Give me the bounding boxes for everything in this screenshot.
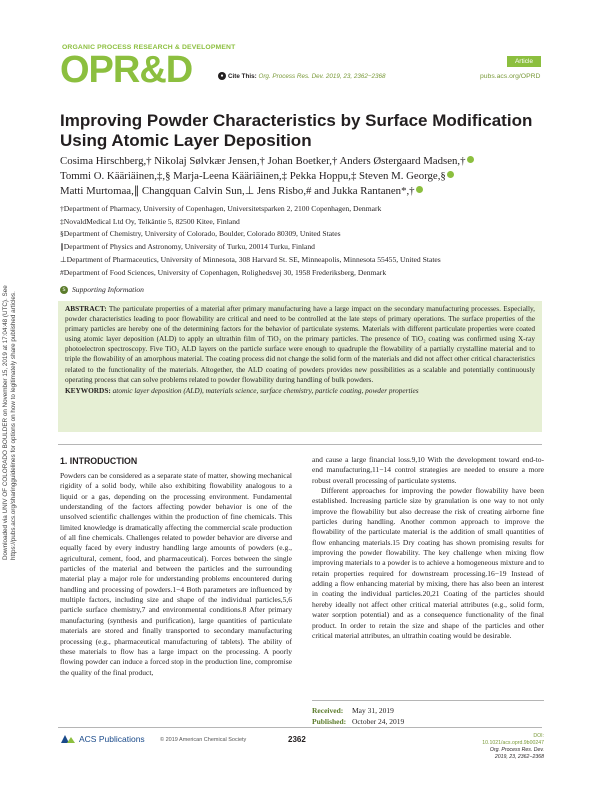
footer-citation: Org. Process Res. Dev. 2019, 23, 2362−2368 xyxy=(489,747,544,760)
keywords-text: atomic layer deposition (ALD), materials science, surface chemistry, particle coating, powder properties xyxy=(112,385,419,395)
page-number: 2362 xyxy=(288,735,306,744)
author-line-3: Matti Murtomaa,∥ Changquan Calvin Sun,⊥ Jens Risbo,# and Jukka Rantanen*,† xyxy=(60,184,550,199)
journal-logo[interactable]: OPR&D xyxy=(60,49,193,91)
author-line-2: Tommi O. Kääriäinen,‡,§ Marja-Leena Kääriäinen,‡ Pekka Hoppu,‡ Steven M. George,§ xyxy=(60,169,550,184)
orcid-icon[interactable] xyxy=(416,186,423,193)
cite-icon[interactable]: ● xyxy=(218,72,226,80)
keywords xyxy=(65,386,535,396)
copyright: © 2019 American Chemical Society xyxy=(160,737,247,743)
author-list xyxy=(60,154,550,200)
divider xyxy=(312,700,544,701)
publisher-name: ACS Publications xyxy=(79,734,145,744)
paragraph: Different approaches for improving the powder flowability have been established. Increasing particle size by granulation is one way to not only improve the flowability but also decrease the risk of creating airborne fine particles during handling. Another common approach to improve the flowability of the particulate material is the addition of small quantities of flow enhancing materials.15 Dry coating has shown promising results for improving the powder flowability. The key challenge when mixing flow improving materials to a powder is to achieve a homogeneous mixture and to retain properties required for downstream processing.16−19 Instead of adding a flow enhancing material by mixing, there has also been an interest in coating the individual particles.20,21 Coating of the particles should hereby ideally not affect other critical material attributes (e.g., solid form, water sorption potential) and as a consequence functionality of the final product. In order to retain the size and shape of the particles and other critical material attributes, an ultrathin coating would be desirable. xyxy=(312,486,544,640)
affiliation: ‡NovaldMedical Ltd Oy, Telkäntie 5, 82500 Kitee, Finland xyxy=(60,216,240,226)
abstract-box xyxy=(58,301,542,432)
supporting-info-label: Supporting Information xyxy=(72,285,144,294)
orcid-icon[interactable] xyxy=(467,156,474,163)
published-date: October 24, 2019 xyxy=(352,717,405,726)
paragraph: and cause a large financial loss.9,10 With the development toward end-to-end manufacturing,11−14 control strategies are needed to ensure a more robust overall processing of particulate systems. xyxy=(312,455,544,485)
affiliation: §Department of Chemistry, University of Colorado, Boulder, Colorado 80309, United States xyxy=(60,229,341,239)
body-column-right xyxy=(312,455,544,641)
doi-link[interactable]: DOI: 10.1021/acs.oprd.9b00247 xyxy=(482,733,544,746)
section-heading-introduction: 1. INTRODUCTION xyxy=(60,456,138,466)
acs-logo-icon xyxy=(60,734,76,744)
affiliation: ⊥Department of Pharmaceutics, University of Minnesota, 308 Harvard St. SE, Minneapolis, Minnesota 55455, United States xyxy=(60,254,441,264)
cite-this[interactable] xyxy=(228,73,386,80)
affiliation: ∥Department of Physics and Astronomy, University of Turku, 20014 Turku, Finland xyxy=(60,242,315,252)
affiliations xyxy=(60,203,550,279)
acs-publications-logo[interactable] xyxy=(60,734,145,744)
doi-block xyxy=(480,733,544,761)
received-date: May 31, 2019 xyxy=(352,706,394,715)
article-dates xyxy=(312,705,404,727)
journal-name: ORGANIC PROCESS RESEARCH & DEVELOPMENT xyxy=(62,44,236,51)
published-label: Published: xyxy=(312,717,347,726)
article-title: Improving Powder Characteristics by Surface Modification Using Atomic Layer Deposition xyxy=(60,111,533,150)
supporting-info-link[interactable] xyxy=(60,285,144,294)
body-column-left xyxy=(60,471,292,678)
cite-value[interactable]: Org. Process Res. Dev. 2019, 23, 2362−2368 xyxy=(258,73,386,80)
journal-url-link[interactable]: pubs.acs.org/OPRD xyxy=(480,73,541,80)
article-type-badge: Article xyxy=(507,56,541,67)
supporting-info-icon: s xyxy=(60,286,68,294)
cite-label: Cite This: xyxy=(228,73,257,80)
paragraph: Powders can be considered as a separate state of matter, showing mechanical rigidity of a solid body, while also exhibiting flowability analogous to a liquid or a gas, depending on the processing environment. Fundamental understanding of the factors affecting powder behavior is one of the unsolved scientific challenges within the production of fine chemicals. This limited knowledge is dramatically affecting the commercial scale production of all fine chemicals. Challenges related to powder behavior are diverse and equally faced by every industry handling large amounts of powders (e.g., agricultural, cement, food, and pharmaceutical). Forces between the single particles of the material and between the particles and the surrounding material play a major role for understanding problems encountered during handling and processing of powders.1−4 Both parameters are influenced by multiple factors, including size and shape of the individual particles,5,6 particle surface chemistry,7 and environmental conditions.8 After primary manufacturing (synthesis and purification), large quantities of particulate materials are stored and finally transported to secondary manufacturing processing (e.g., pharmaceutical manufacturing of tablets). The ability of these materials to flow has a large impact on the processing. A poorly flowing powder can induce a forced stop in the production line, compromise the quality of the final product, xyxy=(60,471,292,677)
keywords-label: KEYWORDS: xyxy=(65,385,111,395)
affiliation: #Department of Food Sciences, University of Copenhagen, Rolighedsvej 30, 1958 Frederiksberg, Denmark xyxy=(60,267,387,277)
divider xyxy=(58,727,542,728)
affiliation: †Department of Pharmacy, University of Copenhagen, Universitetsparken 2, 2100 Copenhagen, Denmark xyxy=(60,204,382,213)
abstract-text: ABSTRACT: The particulate properties of a material after primary manufacturing have a large impact on the secondary manufacturing processes. Especially, powder characteristics leading to poor flowability are critical and need to be controlled at the late steps of primary operations. The surface properties of the primary particles are hereby one of the determining factors for the behavior of particulate systems. Materials with different particulate properties were coated using atomic layer deposition (ALD) to apply an ultrathin film of TiO₂ on the primary particles. The presence of TiO₂ coating was confirmed using X-ray photoelectron spectroscopy. Five TiO₂ ALD layers on the particle surface were enough to quadruple the flowability of a partially crystalline material and to triple the flowability of an amorphous material. The coating process did not change the solid form of the materials and did not affect other critical characteristics related to the functionality of the materials. Altogether, the ALD coating of powders provides new possibilities as a scalable and potentially continuously operating process that can solve problems related to powder flowability during handling of bulk powders. xyxy=(65,304,535,384)
received-label: Received: xyxy=(312,706,344,715)
download-notice: Downloaded via UNIV OF COLORADO BOULDER on November 15, 2019 at 17:04:48 (UTC). See https://pubs.acs.org/sharingguidelines for options on how to legitimately share published articles. xyxy=(2,285,17,560)
orcid-icon[interactable] xyxy=(447,171,454,178)
author-line-1: Cosima Hirschberg,† Nikolaj Sølvkær Jensen,† Johan Boetker,† Anders Østergaard Madsen,† xyxy=(60,154,550,169)
abstract-label: ABSTRACT: xyxy=(65,304,107,313)
divider xyxy=(58,444,542,445)
